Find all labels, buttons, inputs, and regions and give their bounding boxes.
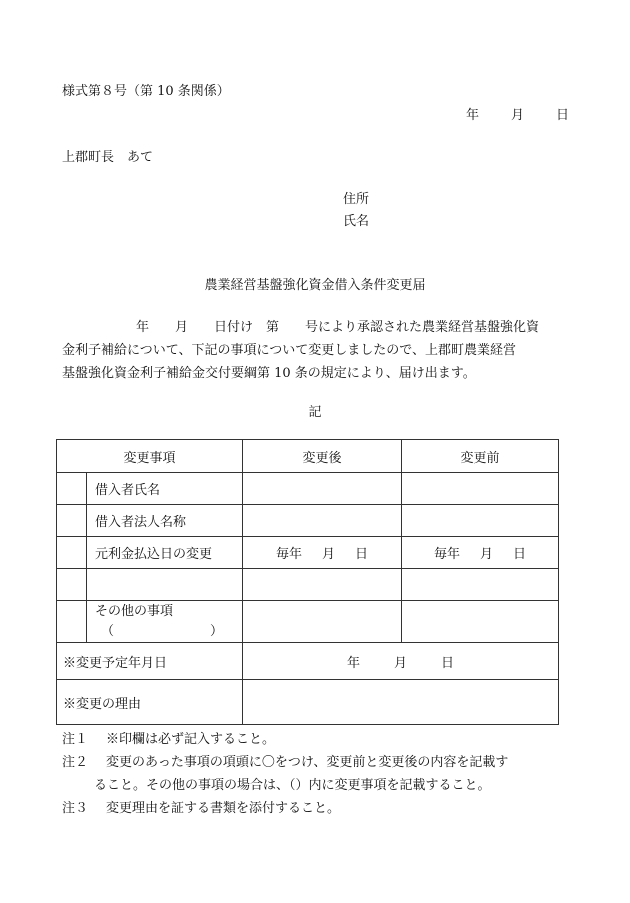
day-label: 日 [513, 547, 527, 562]
before-cell[interactable] [402, 601, 559, 643]
name-label: 氏名 [343, 214, 370, 229]
table-row [57, 601, 559, 643]
note-item [62, 728, 582, 751]
table-row [57, 569, 559, 601]
body-line: 基盤強化資金利子補給金交付要綱第 10 条の規定により、届け出ます。 [62, 366, 476, 381]
address-label: 住所 [343, 192, 370, 207]
table-row [57, 643, 559, 680]
notes [62, 728, 582, 820]
note-label: 注１ [62, 732, 89, 747]
before-cell[interactable] [402, 537, 559, 569]
body-line: 年 月 日付け 第 号により承認された農業経営基盤強化資 [84, 320, 540, 335]
row-label: ※変更予定年月日 [57, 643, 243, 680]
paren-close: ） [210, 623, 224, 639]
note-label: 注３ [62, 801, 89, 816]
every-year-label: 毎年 [433, 547, 460, 562]
note-text: 変更理由を証する書類を添付すること。 [106, 801, 341, 816]
day-label: 日 [355, 547, 369, 562]
body-paragraph [62, 316, 574, 385]
note-item [62, 797, 582, 820]
before-cell[interactable] [402, 505, 559, 537]
table-row [57, 680, 559, 725]
row-label[interactable] [87, 569, 243, 601]
month-label: 月 [321, 547, 335, 562]
day-label: 日 [441, 655, 455, 671]
month-label: 月 [479, 547, 493, 562]
reason-cell[interactable] [243, 680, 559, 725]
table-header-row [57, 440, 559, 473]
header-after: 変更後 [243, 440, 402, 473]
after-cell[interactable] [243, 505, 402, 537]
header-before: 変更前 [402, 440, 559, 473]
date-year: 年 [466, 108, 480, 123]
row-label-other [87, 601, 243, 643]
before-cell[interactable] [402, 569, 559, 601]
table-row [57, 505, 559, 537]
other-items-label: その他の事項 [95, 603, 174, 619]
mark-cell[interactable] [57, 601, 87, 643]
table-row [57, 537, 559, 569]
after-cell[interactable] [243, 473, 402, 505]
paren-open: （ [101, 623, 115, 639]
form-number: 様式第８号（第 10 条関係） [62, 84, 230, 99]
change-table [56, 439, 559, 725]
month-label: 月 [393, 655, 407, 671]
every-year-label: 毎年 [275, 547, 302, 562]
document-title: 農業経営基盤強化資金借入条件変更届 [204, 278, 426, 293]
ki-heading: 記 [308, 405, 322, 420]
table-row [57, 473, 559, 505]
row-label: 借入者氏名 [87, 473, 243, 505]
mark-cell[interactable] [57, 537, 87, 569]
mark-cell[interactable] [57, 569, 87, 601]
date-day: 日 [556, 108, 570, 123]
row-label: 借入者法人名称 [87, 505, 243, 537]
mark-cell[interactable] [57, 505, 87, 537]
row-label: ※変更の理由 [57, 680, 243, 725]
after-cell[interactable] [243, 569, 402, 601]
year-label: 年 [346, 655, 360, 671]
scheduled-date-cell[interactable] [243, 643, 559, 680]
body-line: 金利子補給について、下記の事項について変更しましたので、上郡町農業経営 [62, 343, 516, 358]
mark-cell[interactable] [57, 473, 87, 505]
after-cell[interactable] [243, 601, 402, 643]
other-items-paren[interactable] [95, 622, 242, 642]
row-label: 元利金払込日の変更 [87, 537, 243, 569]
note-text: ること。その他の事項の場合は、（）内に変更事項を記載すること。 [94, 778, 491, 793]
after-cell[interactable] [243, 537, 402, 569]
submission-date [466, 104, 569, 123]
note-item [62, 774, 582, 797]
note-text: ※印欄は必ず記入すること。 [106, 732, 276, 747]
note-label: 注２ [62, 755, 89, 770]
addressee: 上郡町長 あて [62, 150, 154, 165]
date-month: 月 [511, 108, 525, 123]
note-text: 変更のあった事項の項頭に〇をつけ、変更前と変更後の内容を記載す [106, 755, 509, 770]
note-item [62, 751, 582, 774]
header-change-item: 変更事項 [57, 440, 243, 473]
before-cell[interactable] [402, 473, 559, 505]
